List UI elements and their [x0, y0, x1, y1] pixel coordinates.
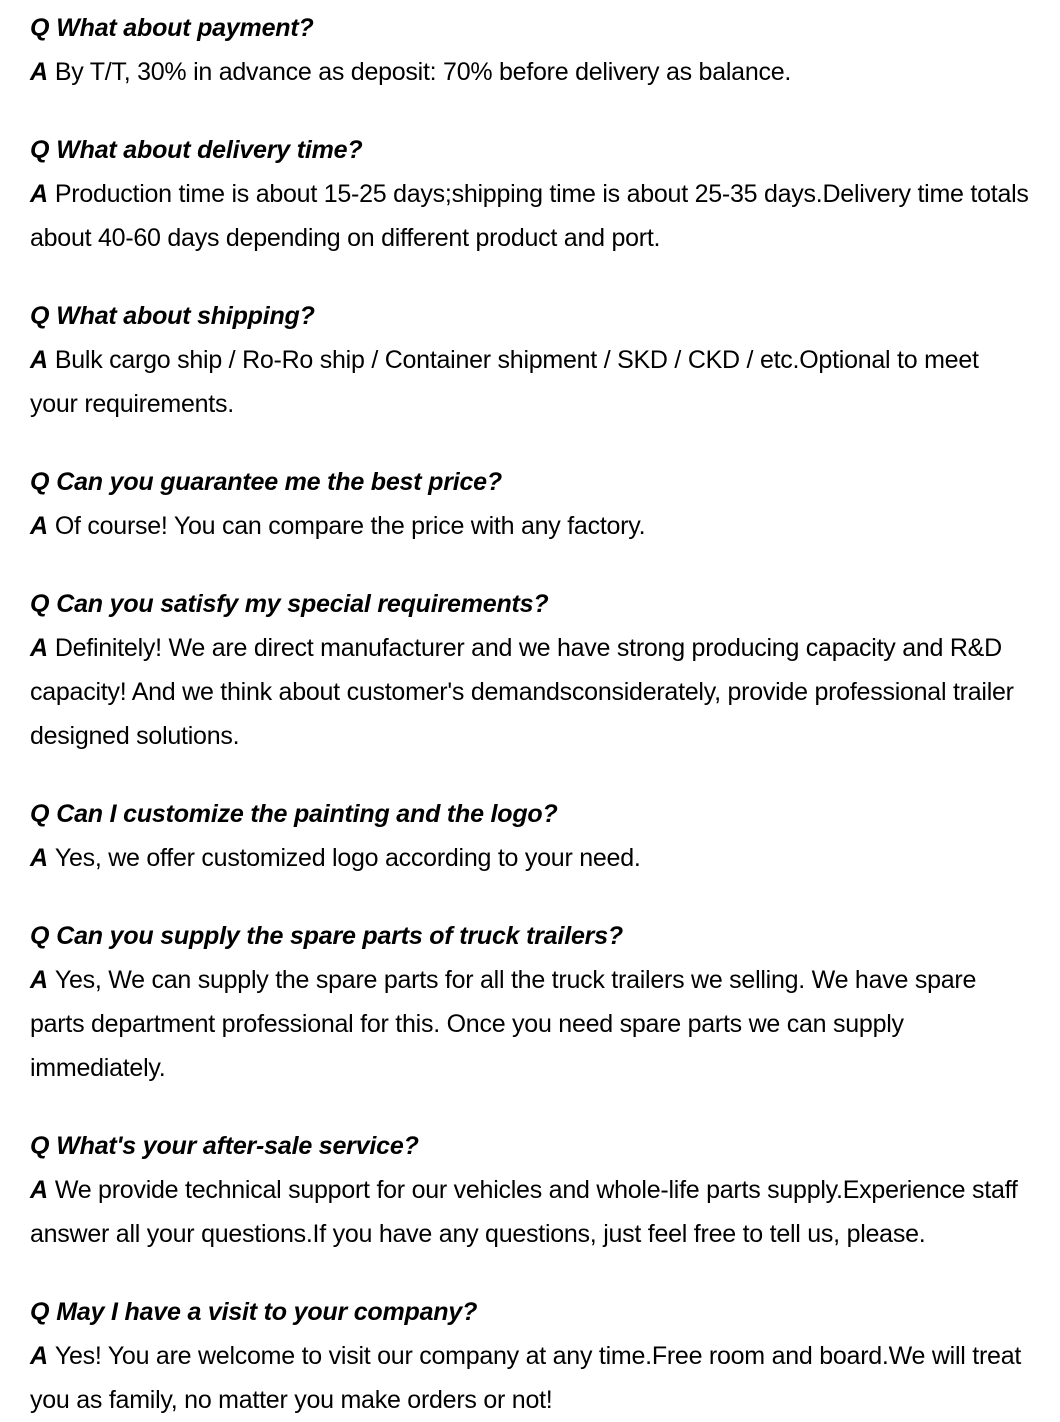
faq-item	[30, 294, 1030, 426]
faq-answer	[30, 172, 1030, 260]
question-text: What's your after-sale service?	[56, 1132, 419, 1160]
question-text: Can I customize the painting and the logo?	[56, 800, 558, 828]
question-marker: Q	[30, 922, 50, 950]
faq-answer	[30, 504, 1030, 548]
answer-text: By T/T, 30% in advance as deposit: 70% before delivery as balance.	[54, 58, 792, 86]
answer-text: Of course! You can compare the price with any factory.	[54, 512, 646, 540]
question-text: What about shipping?	[56, 302, 315, 330]
answer-marker: A	[30, 1176, 48, 1204]
answer-text: Yes, we offer customized logo according to your need.	[54, 844, 641, 872]
question-text: Can you guarantee me the best price?	[56, 468, 502, 496]
question-text: What about payment?	[56, 14, 314, 42]
question-marker: Q	[30, 302, 50, 330]
answer-marker: A	[30, 966, 48, 994]
faq-item	[30, 460, 1030, 548]
faq-question	[30, 460, 1030, 504]
answer-text: Yes, We can supply the spare parts for all the truck trailers we selling. We have spare parts department professional for this. Once you need spare parts we can supply immediately.	[30, 966, 977, 1082]
answer-marker: A	[30, 58, 48, 86]
faq-answer	[30, 836, 1030, 880]
faq-question	[30, 1124, 1030, 1168]
answer-text: Yes! You are welcome to visit our company at any time.Free room and board.We will treat you as family, no matter you make orders or not!	[30, 1342, 1022, 1414]
faq-item	[30, 914, 1030, 1090]
faq-question	[30, 1290, 1030, 1334]
faq-answer	[30, 338, 1030, 426]
faq-item	[30, 1124, 1030, 1256]
answer-marker: A	[30, 512, 48, 540]
faq-answer	[30, 958, 1030, 1090]
faq-answer	[30, 1168, 1030, 1256]
question-marker: Q	[30, 136, 50, 164]
faq-answer	[30, 1334, 1030, 1422]
answer-marker: A	[30, 180, 48, 208]
question-text: Can you supply the spare parts of truck trailers?	[56, 922, 623, 950]
faq-answer	[30, 626, 1030, 758]
faq-item	[30, 582, 1030, 758]
answer-text: Definitely! We are direct manufacturer and we have strong producing capacity and R&D capacity! And we think about customer's demandsconsiderately, provide professional trailer designed solutions.	[30, 634, 1014, 750]
question-marker: Q	[30, 468, 50, 496]
answer-marker: A	[30, 1342, 48, 1370]
question-marker: Q	[30, 14, 50, 42]
faq-question	[30, 792, 1030, 836]
faq-question	[30, 6, 1030, 50]
faq-item	[30, 1290, 1030, 1422]
faq-item	[30, 6, 1030, 94]
answer-marker: A	[30, 346, 48, 374]
faq-item	[30, 792, 1030, 880]
question-text: May I have a visit to your company?	[56, 1298, 478, 1326]
faq-item	[30, 128, 1030, 260]
answer-marker: A	[30, 844, 48, 872]
question-marker: Q	[30, 590, 50, 618]
faq-question	[30, 582, 1030, 626]
question-text: What about delivery time?	[56, 136, 363, 164]
question-marker: Q	[30, 1132, 50, 1160]
answer-text: Production time is about 15-25 days;shipping time is about 25-35 days.Delivery time totals about 40-60 days depending on different product and port.	[30, 180, 1029, 252]
answer-text: Bulk cargo ship / Ro-Ro ship / Container shipment / SKD / CKD / etc.Optional to meet your requirements.	[30, 346, 979, 418]
answer-text: We provide technical support for our vehicles and whole-life parts supply.Experience staff answer all your questions.If you have any questions, just feel free to tell us, please.	[30, 1176, 1018, 1248]
faq-question	[30, 914, 1030, 958]
question-text: Can you satisfy my special requirements?	[56, 590, 549, 618]
faq-question	[30, 294, 1030, 338]
faq-answer	[30, 50, 1030, 94]
faq-question	[30, 128, 1030, 172]
question-marker: Q	[30, 1298, 50, 1326]
answer-marker: A	[30, 634, 48, 662]
question-marker: Q	[30, 800, 50, 828]
